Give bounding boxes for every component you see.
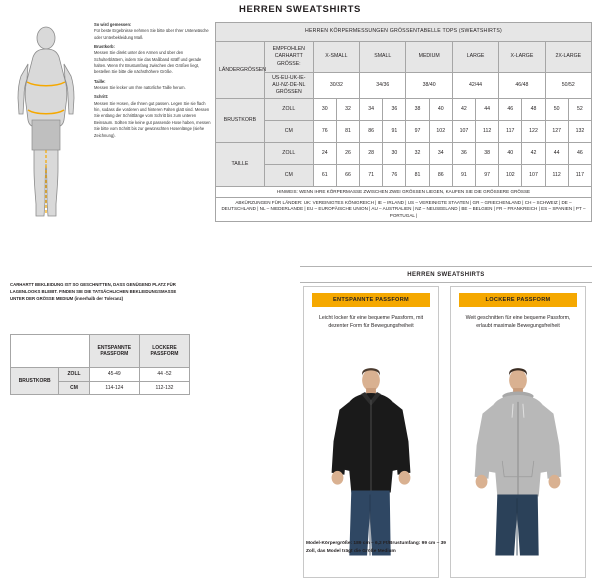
waist-cm-3: 76 xyxy=(383,165,406,187)
waist-cm-11: 117 xyxy=(568,165,591,187)
waist-inch-7: 38 xyxy=(476,143,499,165)
chest-unit-inch: ZOLL xyxy=(264,99,313,121)
country-abbreviations: ABKÜRZUNGEN FÜR LÄNDER: UK: VEREINIGTES KÖNIGREICH | IE – IRLAND | US – VEREINIGTE STAATEN | GR – GRIECHENLAND | CH – SCHWEIZ | DE – DEUTSCHLAND | NL – NIEDERLANDE | EU – EUROPÄISCHE UNION | AU – AUSTRALIEN | NZ – NEUSEELAND | BE – BELGIEN | FR – FRANKREICH | ES – SPANIEN | PT – PORTUGAL | xyxy=(216,198,592,222)
fit-description-relaxed: Leicht locker für eine bequeme Passform, mit dezenter Form für Bewegungsfreiheit xyxy=(318,315,424,330)
garment-row-label-chest: BRUSTKORB xyxy=(11,368,59,395)
waist-cm-0: 61 xyxy=(313,165,336,187)
waist-cm-7: 97 xyxy=(476,165,499,187)
waist-cm-5: 86 xyxy=(429,165,452,187)
chest-cm-8: 117 xyxy=(499,121,522,143)
chest-inch-11: 52 xyxy=(568,99,591,121)
col-relaxed-fit: ENTSPANNTE PASSFORM xyxy=(89,335,139,368)
us-eu-value-0: 30/32 xyxy=(313,73,359,99)
us-eu-value-2: 38/40 xyxy=(406,73,452,99)
chest-cm-2: 86 xyxy=(360,121,383,143)
chest-text: Messen Sie direkt unter den Armen und über den Schulterblättern, indem Sie das Maßband sträff und gerade halten. Wenn Ihr Brustumfang zwischen den Größen liegt, bestellen Sie bitte die nächsthöhere Größe. xyxy=(94,50,202,75)
fit-banner-loose: LOCKERE PASSFORM xyxy=(459,293,577,307)
size-medium: MEDIUM xyxy=(406,42,452,73)
chest-cm-3: 91 xyxy=(383,121,406,143)
abbrev-row xyxy=(216,198,592,222)
model-size-note: Model-Körpergröße: 189 cm – 6,2 Ft/Brustumfang: 99 cm – 39 Zoll, das Model trägt die Größe Medium xyxy=(306,541,446,554)
hint-row xyxy=(216,187,592,198)
country-size-row xyxy=(216,73,592,99)
divider-bottom xyxy=(300,282,592,283)
waist-cm-2: 71 xyxy=(360,165,383,187)
chest-inch-1: 32 xyxy=(336,99,359,121)
measurement-figure-block xyxy=(8,20,211,260)
chest-inch-9: 48 xyxy=(522,99,545,121)
waist-inch-0: 24 xyxy=(313,143,336,165)
waist-text: Messen Sie lecker um Ihre natürliche Taille herum. xyxy=(94,85,186,91)
garment-loose-inch: 44 -52 xyxy=(139,368,189,382)
inseam-text: Messen Sie Hosen, die Ihnen gut passen. Legen Sie sie flach hin, sodass die vorderen und hinteren Falten glatt sind. Messen Sie entlang der Schrittlänge vom Schritt bis zum unteren Beinsaum. Sollten Sie keine gut passende Hose haben, messen Sie bitte vom Schritt bis zur gewünschten Hosenlänge (siehe Zeichnung). xyxy=(94,100,211,138)
measurements-table-title: HERREN KÖRPERMESSUNGEN GRÖSSENTABELLE TOPS (SWEATSHIRTS) xyxy=(216,23,592,42)
chest-cm-10: 127 xyxy=(545,121,568,143)
chest-cm-5: 102 xyxy=(429,121,452,143)
chest-inch-2: 34 xyxy=(360,99,383,121)
col-recommended-size: EMPFOHLEN CARHARTT GRÖSSE: xyxy=(264,42,313,73)
chest-cm-6: 107 xyxy=(452,121,475,143)
chest-cm-9: 122 xyxy=(522,121,545,143)
chest-inch-3: 36 xyxy=(383,99,406,121)
instructions-intro: Für beste Ergebnisse nehmen Sie bitte über Ihrer Unterwäsche oder Unterbekleidung Maß xyxy=(94,28,209,40)
waist-cm-1: 66 xyxy=(336,165,359,187)
waist-cm-9: 107 xyxy=(522,165,545,187)
waist-inch-1: 26 xyxy=(336,143,359,165)
chest-inch-5: 40 xyxy=(429,99,452,121)
section-title-fits: HERREN SWEATSHIRTS xyxy=(407,272,485,278)
us-eu-value-1: 34/36 xyxy=(360,73,406,99)
col-loose-fit: LOCKERE PASSFORM xyxy=(139,335,189,368)
chest-inch-6: 42 xyxy=(452,99,475,121)
chest-inch-4: 38 xyxy=(406,99,429,121)
chest-cm-1: 81 xyxy=(336,121,359,143)
garment-unit-cm: CM xyxy=(59,381,89,395)
fit-banner-relaxed: ENTSPANNTE PASSFORM xyxy=(312,293,430,307)
table-header-row xyxy=(216,42,592,73)
waist-cm-row xyxy=(216,165,592,187)
mannequin-illustration xyxy=(14,24,78,224)
size-x-large: X-LARGE xyxy=(499,42,545,73)
chest-cm-0: 76 xyxy=(313,121,336,143)
model-photo-relaxed xyxy=(304,361,438,557)
waist-inch-row xyxy=(216,143,592,165)
size-hint-text: HINWEIS: WENN IHRE KÖRPERMASSE ZWISCHEN ZWEI GRÖSSEN LIEGEN, KAUFEN SIE DIE GRÖSSERE GRÖSSE xyxy=(216,187,592,198)
waist-inch-4: 32 xyxy=(406,143,429,165)
waist-cm-8: 102 xyxy=(499,165,522,187)
garment-relaxed-inch: 45-49 xyxy=(89,368,139,382)
waist-inch-2: 28 xyxy=(360,143,383,165)
waist-cm-6: 91 xyxy=(452,165,475,187)
waist-inch-9: 42 xyxy=(522,143,545,165)
row-label-chest: BRUSTKORB xyxy=(216,99,265,143)
waist-inch-8: 40 xyxy=(499,143,522,165)
chest-unit-cm: CM xyxy=(264,121,313,143)
chest-cm-row xyxy=(216,121,592,143)
measurements-table-wrap xyxy=(215,22,592,222)
inseam-heading: Schritt: xyxy=(94,94,109,100)
measurements-table xyxy=(215,22,592,222)
us-eu-value-5: 50/52 xyxy=(545,73,591,99)
fit-description-loose: Weit geschnitten für eine bequeme Passform, erlaubt maximale Bewegungsfreiheit xyxy=(465,315,571,330)
size-2x-large: 2X-LARGE xyxy=(545,42,591,73)
waist-inch-11: 46 xyxy=(568,143,591,165)
divider-top xyxy=(300,266,592,267)
us-eu-value-3: 42/44 xyxy=(452,73,498,99)
measurement-instructions xyxy=(94,22,212,141)
fit-panel-relaxed xyxy=(303,286,439,578)
waist-heading: Taille: xyxy=(94,78,106,84)
chest-cm-7: 112 xyxy=(476,121,499,143)
model-photo-loose xyxy=(451,361,585,557)
chest-inch-8: 46 xyxy=(499,99,522,121)
chest-cm-11: 132 xyxy=(568,121,591,143)
instructions-heading: So wird gemessen: xyxy=(94,22,132,27)
waist-inch-6: 36 xyxy=(452,143,475,165)
waist-cm-4: 81 xyxy=(406,165,429,187)
fit-panel-loose xyxy=(450,286,586,578)
garment-loose-cm: 112-132 xyxy=(139,381,189,395)
garment-measure-table xyxy=(10,334,190,395)
chest-cm-4: 97 xyxy=(406,121,429,143)
page-title: HERREN SWEATSHIRTS xyxy=(239,4,361,15)
row-label-waist: TAILLE xyxy=(216,143,265,187)
chest-heading: Brustkorb: xyxy=(94,44,115,50)
fit-allowance-note: CARHARTT BEKLEIDUNG IST SO GESCHNITTEN, DASS GENÜGEND PLATZ FÜR LAGENLOOKS BLEIBT. FINDEN SIE DIE TATSÄCHLICHEN BEKLEIDUNGSMASSE UNTER DER GRÖSSE MEDIUM (innerhalb der Toleranz) xyxy=(10,282,177,301)
size-large: LARGE xyxy=(452,42,498,73)
waist-unit-inch: ZOLL xyxy=(264,143,313,165)
garment-relaxed-cm: 114-124 xyxy=(89,381,139,395)
garment-unit-inch: ZOLL xyxy=(59,368,89,382)
table-title-row xyxy=(216,23,592,42)
chest-inch-0: 30 xyxy=(313,99,336,121)
chest-inch-row xyxy=(216,99,592,121)
size-x-small: X-SMALL xyxy=(313,42,359,73)
row-label-us-eu: US-EU-UK-IE-AU-NZ-DE-NL GRÖSSEN xyxy=(264,73,313,99)
garment-chest-inch-row xyxy=(11,368,190,382)
waist-unit-cm: CM xyxy=(264,165,313,187)
chest-inch-7: 44 xyxy=(476,99,499,121)
waist-inch-5: 34 xyxy=(429,143,452,165)
chest-inch-10: 50 xyxy=(545,99,568,121)
waist-inch-3: 30 xyxy=(383,143,406,165)
waist-cm-10: 112 xyxy=(545,165,568,187)
waist-inch-10: 44 xyxy=(545,143,568,165)
us-eu-value-4: 46/48 xyxy=(499,73,545,99)
garment-table-header-row xyxy=(11,335,190,368)
garment-measure-table-wrap xyxy=(10,334,190,395)
row-label-country-sizes: LÄNDERGRÖSSEN xyxy=(216,42,265,99)
size-small: SMALL xyxy=(360,42,406,73)
